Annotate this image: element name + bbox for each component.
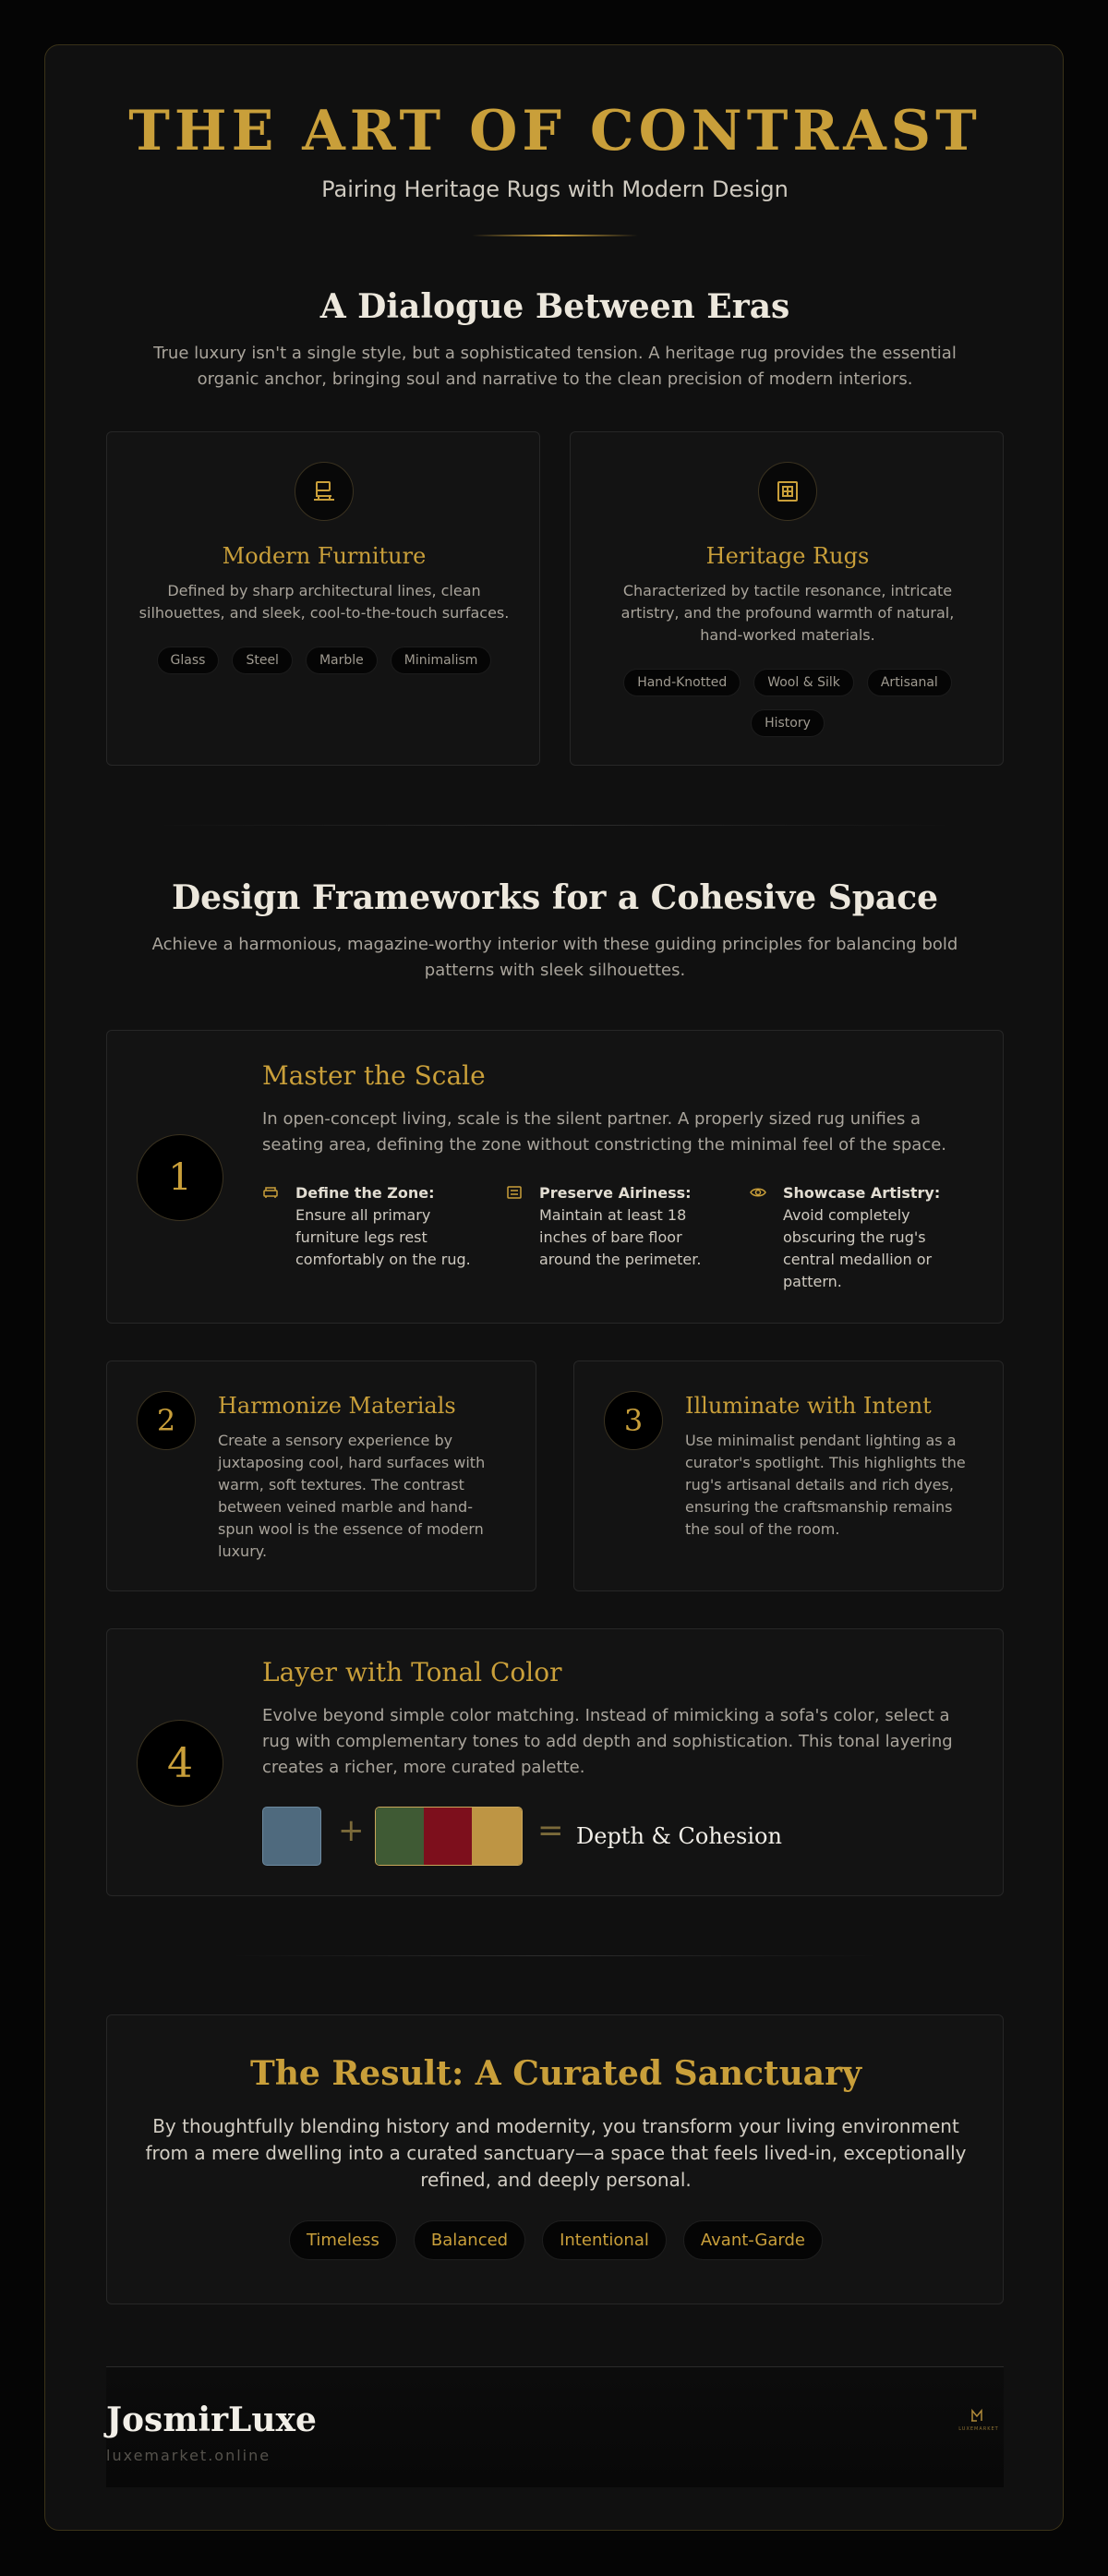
step-title: Layer with Tonal Color xyxy=(262,1657,562,1687)
card-description: Defined by sharp architectural lines, clean silhouettes, and sleek, cool-to-the-touch surfaces. xyxy=(138,582,510,622)
point-text: Avoid completely obscuring the rug's central medallion or pattern. xyxy=(783,1206,933,1290)
point-define-zone xyxy=(262,1182,484,1271)
footer xyxy=(106,2367,1004,2487)
tag: Hand-Knotted xyxy=(623,669,741,696)
tag: Wool & Silk xyxy=(753,669,854,696)
section-divider xyxy=(156,825,954,826)
brand-logo xyxy=(956,2408,1002,2445)
point-label: Showcase Artistry: xyxy=(783,1184,941,1202)
rug-palette-swatch xyxy=(375,1807,523,1866)
tag: Minimalism xyxy=(391,647,492,674)
sofa-color-swatch xyxy=(262,1807,321,1866)
result-card xyxy=(106,2014,1004,2304)
green-swatch xyxy=(376,1808,424,1866)
step-number: 1 xyxy=(137,1134,223,1221)
point-showcase-artistry xyxy=(750,1182,981,1293)
tag: Artisanal xyxy=(867,669,952,696)
pill: Timeless xyxy=(289,2220,397,2260)
equals-sign: = xyxy=(537,1812,564,1849)
pill: Balanced xyxy=(414,2220,525,2260)
result-body: By thoughtfully blending history and modernity, you transform your living environment from a mere dwelling into a curated sanctuary—a space that feels lived-in, exceptionally refined, and deeply personal. xyxy=(145,2115,967,2191)
tag-list xyxy=(589,669,986,737)
point-label: Define the Zone: xyxy=(295,1184,435,1202)
result-heading: The Result: A Curated Sanctuary xyxy=(249,2054,862,2093)
step-card-scale xyxy=(106,1030,1004,1324)
frameworks-lead: Achieve a harmonious, magazine-worthy interior with these guiding principles for balancing bold patterns with sleek silhouettes. xyxy=(151,935,958,980)
step-description: In open-concept living, scale is the silent partner. A properly sized rug unifies a seating area, defining the zone without constricting the minimal feel of the space. xyxy=(262,1109,947,1155)
tag-list xyxy=(126,647,523,674)
step-title: Harmonize Materials xyxy=(218,1393,456,1419)
step-description: Evolve beyond simple color matching. Instead of mimicking a sofa's color, select a rug with complementary tones to add depth and sophistication. This tonal layering creates a richer, more curated palette. xyxy=(262,1706,953,1777)
step-card-lighting xyxy=(573,1361,1004,1591)
step-description: Use minimalist pendant lighting as a curator's spotlight. This highlights the rug's artisanal details and rich dyes, ensuring the craftsmanship remains the soul of the room. xyxy=(685,1432,966,1538)
heritage-rugs-card xyxy=(570,431,1004,766)
red-swatch xyxy=(424,1808,472,1866)
chair-icon xyxy=(295,462,354,521)
dialogue-lead: True luxury isn't a single style, but a sophisticated tension. A heritage rug provides the essential organic anchor, bringing soul and narrative to the clean precision of modern interiors. xyxy=(153,344,957,389)
plus-sign: + xyxy=(338,1812,365,1849)
step-description: Create a sensory experience by juxtaposing cool, hard surfaces with warm, soft textures. The contrast between veined marble and hand-spun wool is the essence of modern luxury. xyxy=(218,1432,486,1560)
dialogue-heading: A Dialogue Between Eras xyxy=(319,287,790,326)
pill: Intentional xyxy=(542,2220,667,2260)
point-text: Ensure all primary furniture legs rest comfortably on the rug. xyxy=(295,1206,471,1268)
step-card-materials xyxy=(106,1361,536,1591)
point-preserve-airiness xyxy=(506,1182,728,1271)
gold-swatch xyxy=(472,1808,523,1866)
infographic-frame xyxy=(44,44,1064,2531)
frameworks-heading: Design Frameworks for a Cohesive Space xyxy=(171,878,939,917)
step-number: 3 xyxy=(604,1391,663,1450)
section-divider xyxy=(230,1955,880,1956)
step-number: 4 xyxy=(137,1720,223,1807)
tag: Steel xyxy=(232,647,293,674)
brand-url[interactable]: luxemarket.online xyxy=(106,2447,271,2464)
eye-icon xyxy=(750,1184,766,1201)
result-label: Depth & Cohesion xyxy=(576,1823,782,1849)
step-title: Master the Scale xyxy=(262,1060,486,1091)
brand-name: JosmirLuxe xyxy=(106,2401,317,2439)
card-description: Characterized by tactile resonance, intricate artistry, and the profound warmth of natural, hand-worked materials. xyxy=(620,582,955,644)
point-text: Maintain at least 18 inches of bare floor around the perimeter. xyxy=(539,1206,702,1268)
step-title: Illuminate with Intent xyxy=(685,1393,932,1419)
tag: Marble xyxy=(306,647,378,674)
card-title: Heritage Rugs xyxy=(705,543,870,569)
tag: History xyxy=(751,709,825,737)
title-divider xyxy=(472,235,638,236)
pill-list xyxy=(107,2220,1005,2260)
point-label: Preserve Airiness: xyxy=(539,1184,692,1202)
modern-furniture-card xyxy=(106,431,540,766)
step-number: 2 xyxy=(137,1391,196,1450)
subtitle: Pairing Heritage Rugs with Modern Design xyxy=(321,176,789,202)
main-title: THE ART OF CONTRAST xyxy=(128,99,982,163)
logo-mark-icon xyxy=(970,2408,988,2423)
card-title: Modern Furniture xyxy=(222,543,427,569)
floor-icon xyxy=(506,1184,523,1201)
sofa-icon xyxy=(262,1184,279,1201)
tag: Glass xyxy=(157,647,220,674)
logo-text: LUXEMARKET xyxy=(958,2426,999,2432)
step-card-tonal-color xyxy=(106,1628,1004,1896)
rug-pattern-icon xyxy=(758,462,817,521)
pill: Avant-Garde xyxy=(683,2220,823,2260)
